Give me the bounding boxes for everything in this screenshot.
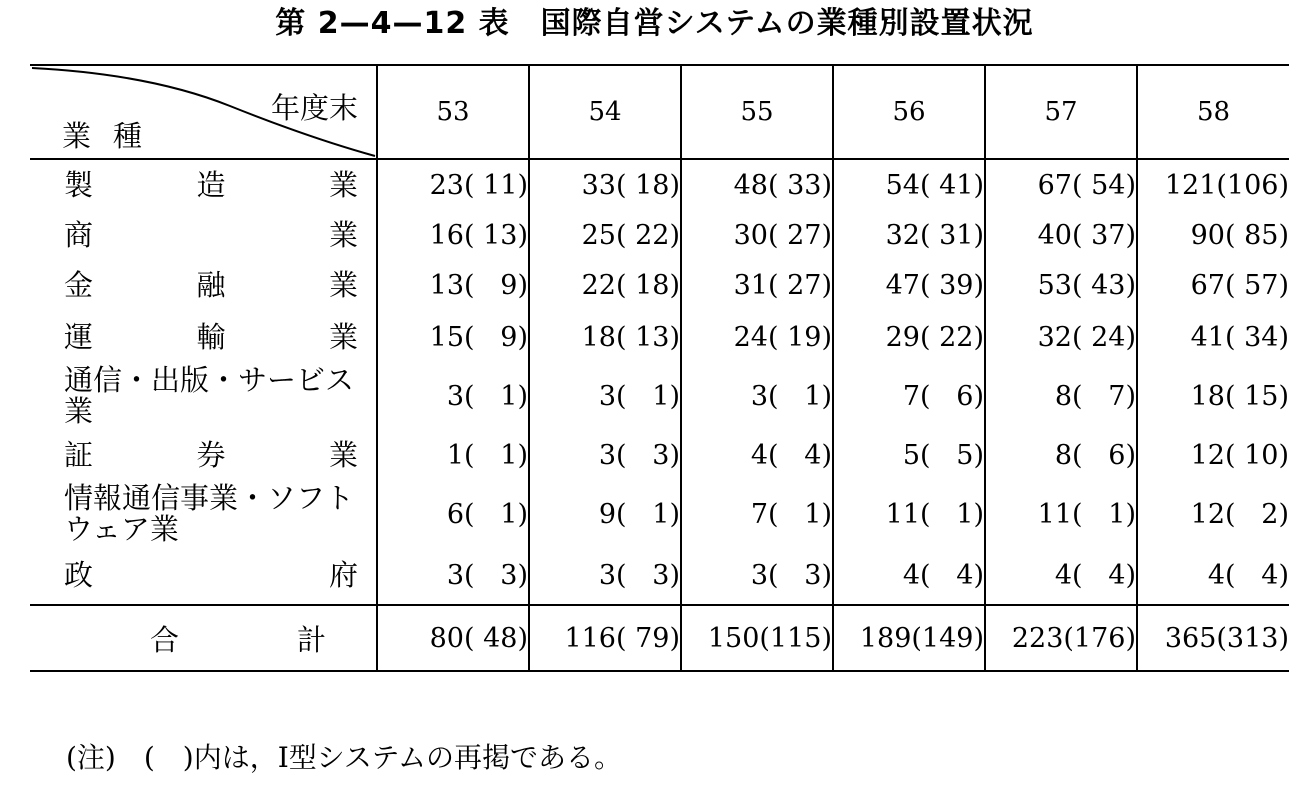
total-value-58: 365(313)	[1137, 605, 1289, 671]
table-footnote: (注) ( )内は，Ⅰ型システムの再掲である。	[66, 741, 622, 774]
total-row	[30, 605, 1289, 671]
industry-label-cell	[30, 547, 377, 605]
value-cell: 5( 5)	[833, 429, 985, 481]
value-cell: 29( 22)	[833, 311, 985, 363]
value-cell: 32( 24)	[985, 311, 1137, 363]
fiscal-year-end-header: 年度末	[270, 91, 358, 125]
total-label: 合 計	[150, 622, 326, 657]
value-cell: 48( 33)	[681, 159, 833, 211]
industry-label: 情報通信事業・ソフトウェア業	[64, 481, 355, 546]
value-cell: 121(106)	[1137, 159, 1289, 211]
value-cell: 41( 34)	[1137, 311, 1289, 363]
industry-label: 製 造 業	[64, 168, 358, 202]
table-row	[30, 547, 1289, 605]
value-cell: 67( 54)	[985, 159, 1137, 211]
total-value-54: 116( 79)	[529, 605, 681, 671]
value-cell: 18( 13)	[529, 311, 681, 363]
value-cell: 11( 1)	[833, 481, 985, 547]
table-row	[30, 311, 1289, 363]
industry-label: 証 券 業	[64, 437, 358, 472]
total-value-56: 189(149)	[833, 605, 985, 671]
value-cell: 32( 31)	[833, 211, 985, 259]
table-row	[30, 259, 1289, 311]
industry-label-cell	[30, 363, 377, 429]
year-header-57: 57	[985, 65, 1137, 159]
table-row	[30, 429, 1289, 481]
value-cell: 7( 1)	[681, 481, 833, 547]
value-cell: 3( 1)	[529, 363, 681, 429]
year-header-56: 56	[833, 65, 985, 159]
total-value-55: 150(115)	[681, 605, 833, 671]
value-cell: 47( 39)	[833, 259, 985, 311]
value-cell: 53( 43)	[985, 259, 1137, 311]
value-cell: 3( 1)	[681, 363, 833, 429]
industry-label-cell	[30, 211, 377, 259]
value-cell: 8( 6)	[985, 429, 1137, 481]
value-cell: 40( 37)	[985, 211, 1137, 259]
value-cell: 3( 3)	[529, 429, 681, 481]
table-row	[30, 159, 1289, 211]
industry-label-cell	[30, 481, 377, 547]
year-header-54: 54	[529, 65, 681, 159]
industry-label-cell	[30, 429, 377, 481]
industry-header: 業種	[62, 119, 165, 153]
value-cell: 23( 11)	[377, 159, 529, 211]
total-value-57: 223(176)	[985, 605, 1137, 671]
value-cell: 54( 41)	[833, 159, 985, 211]
value-cell: 12( 2)	[1137, 481, 1289, 547]
total-value-53: 80( 48)	[377, 605, 529, 671]
value-cell: 4( 4)	[1137, 547, 1289, 605]
value-cell: 31( 27)	[681, 259, 833, 311]
value-cell: 3( 3)	[377, 547, 529, 605]
value-cell: 3( 1)	[377, 363, 529, 429]
table-row	[30, 481, 1289, 547]
corner-header-cell	[30, 65, 377, 159]
industry-installation-table	[30, 64, 1289, 672]
value-cell: 33( 18)	[529, 159, 681, 211]
value-cell: 1( 1)	[377, 429, 529, 481]
year-header-53: 53	[377, 65, 529, 159]
value-cell: 4( 4)	[681, 429, 833, 481]
value-cell: 8( 7)	[985, 363, 1137, 429]
value-cell: 22( 18)	[529, 259, 681, 311]
value-cell: 67( 57)	[1137, 259, 1289, 311]
industry-label: 金 融 業	[64, 267, 358, 302]
value-cell: 11( 1)	[985, 481, 1137, 547]
industry-label: 政 府	[64, 558, 358, 592]
value-cell: 25( 22)	[529, 211, 681, 259]
value-cell: 4( 4)	[833, 547, 985, 605]
header-row	[30, 65, 1289, 159]
industry-label-cell	[30, 259, 377, 311]
value-cell: 16( 13)	[377, 211, 529, 259]
value-cell: 30( 27)	[681, 211, 833, 259]
value-cell: 6( 1)	[377, 481, 529, 547]
industry-label: 運 輸 業	[64, 319, 358, 354]
table-body	[30, 159, 1289, 605]
total-label-cell	[30, 605, 377, 671]
value-cell: 3( 3)	[529, 547, 681, 605]
table-title: 第 2—4—12 表 国際自営システムの業種別設置状況	[275, 6, 1034, 41]
value-cell: 9( 1)	[529, 481, 681, 547]
industry-label: 通信・出版・サービス業	[64, 363, 355, 428]
value-cell: 24( 19)	[681, 311, 833, 363]
industry-label-cell	[30, 311, 377, 363]
industry-label: 商 業	[64, 217, 358, 252]
value-cell: 7( 6)	[833, 363, 985, 429]
value-cell: 3( 3)	[681, 547, 833, 605]
value-cell: 18( 15)	[1137, 363, 1289, 429]
year-header-55: 55	[681, 65, 833, 159]
table-row	[30, 211, 1289, 259]
industry-label-cell	[30, 159, 377, 211]
table-row	[30, 363, 1289, 429]
value-cell: 15( 9)	[377, 311, 529, 363]
value-cell: 13( 9)	[377, 259, 529, 311]
value-cell: 4( 4)	[985, 547, 1137, 605]
year-header-58: 58	[1137, 65, 1289, 159]
value-cell: 90( 85)	[1137, 211, 1289, 259]
value-cell: 12( 10)	[1137, 429, 1289, 481]
